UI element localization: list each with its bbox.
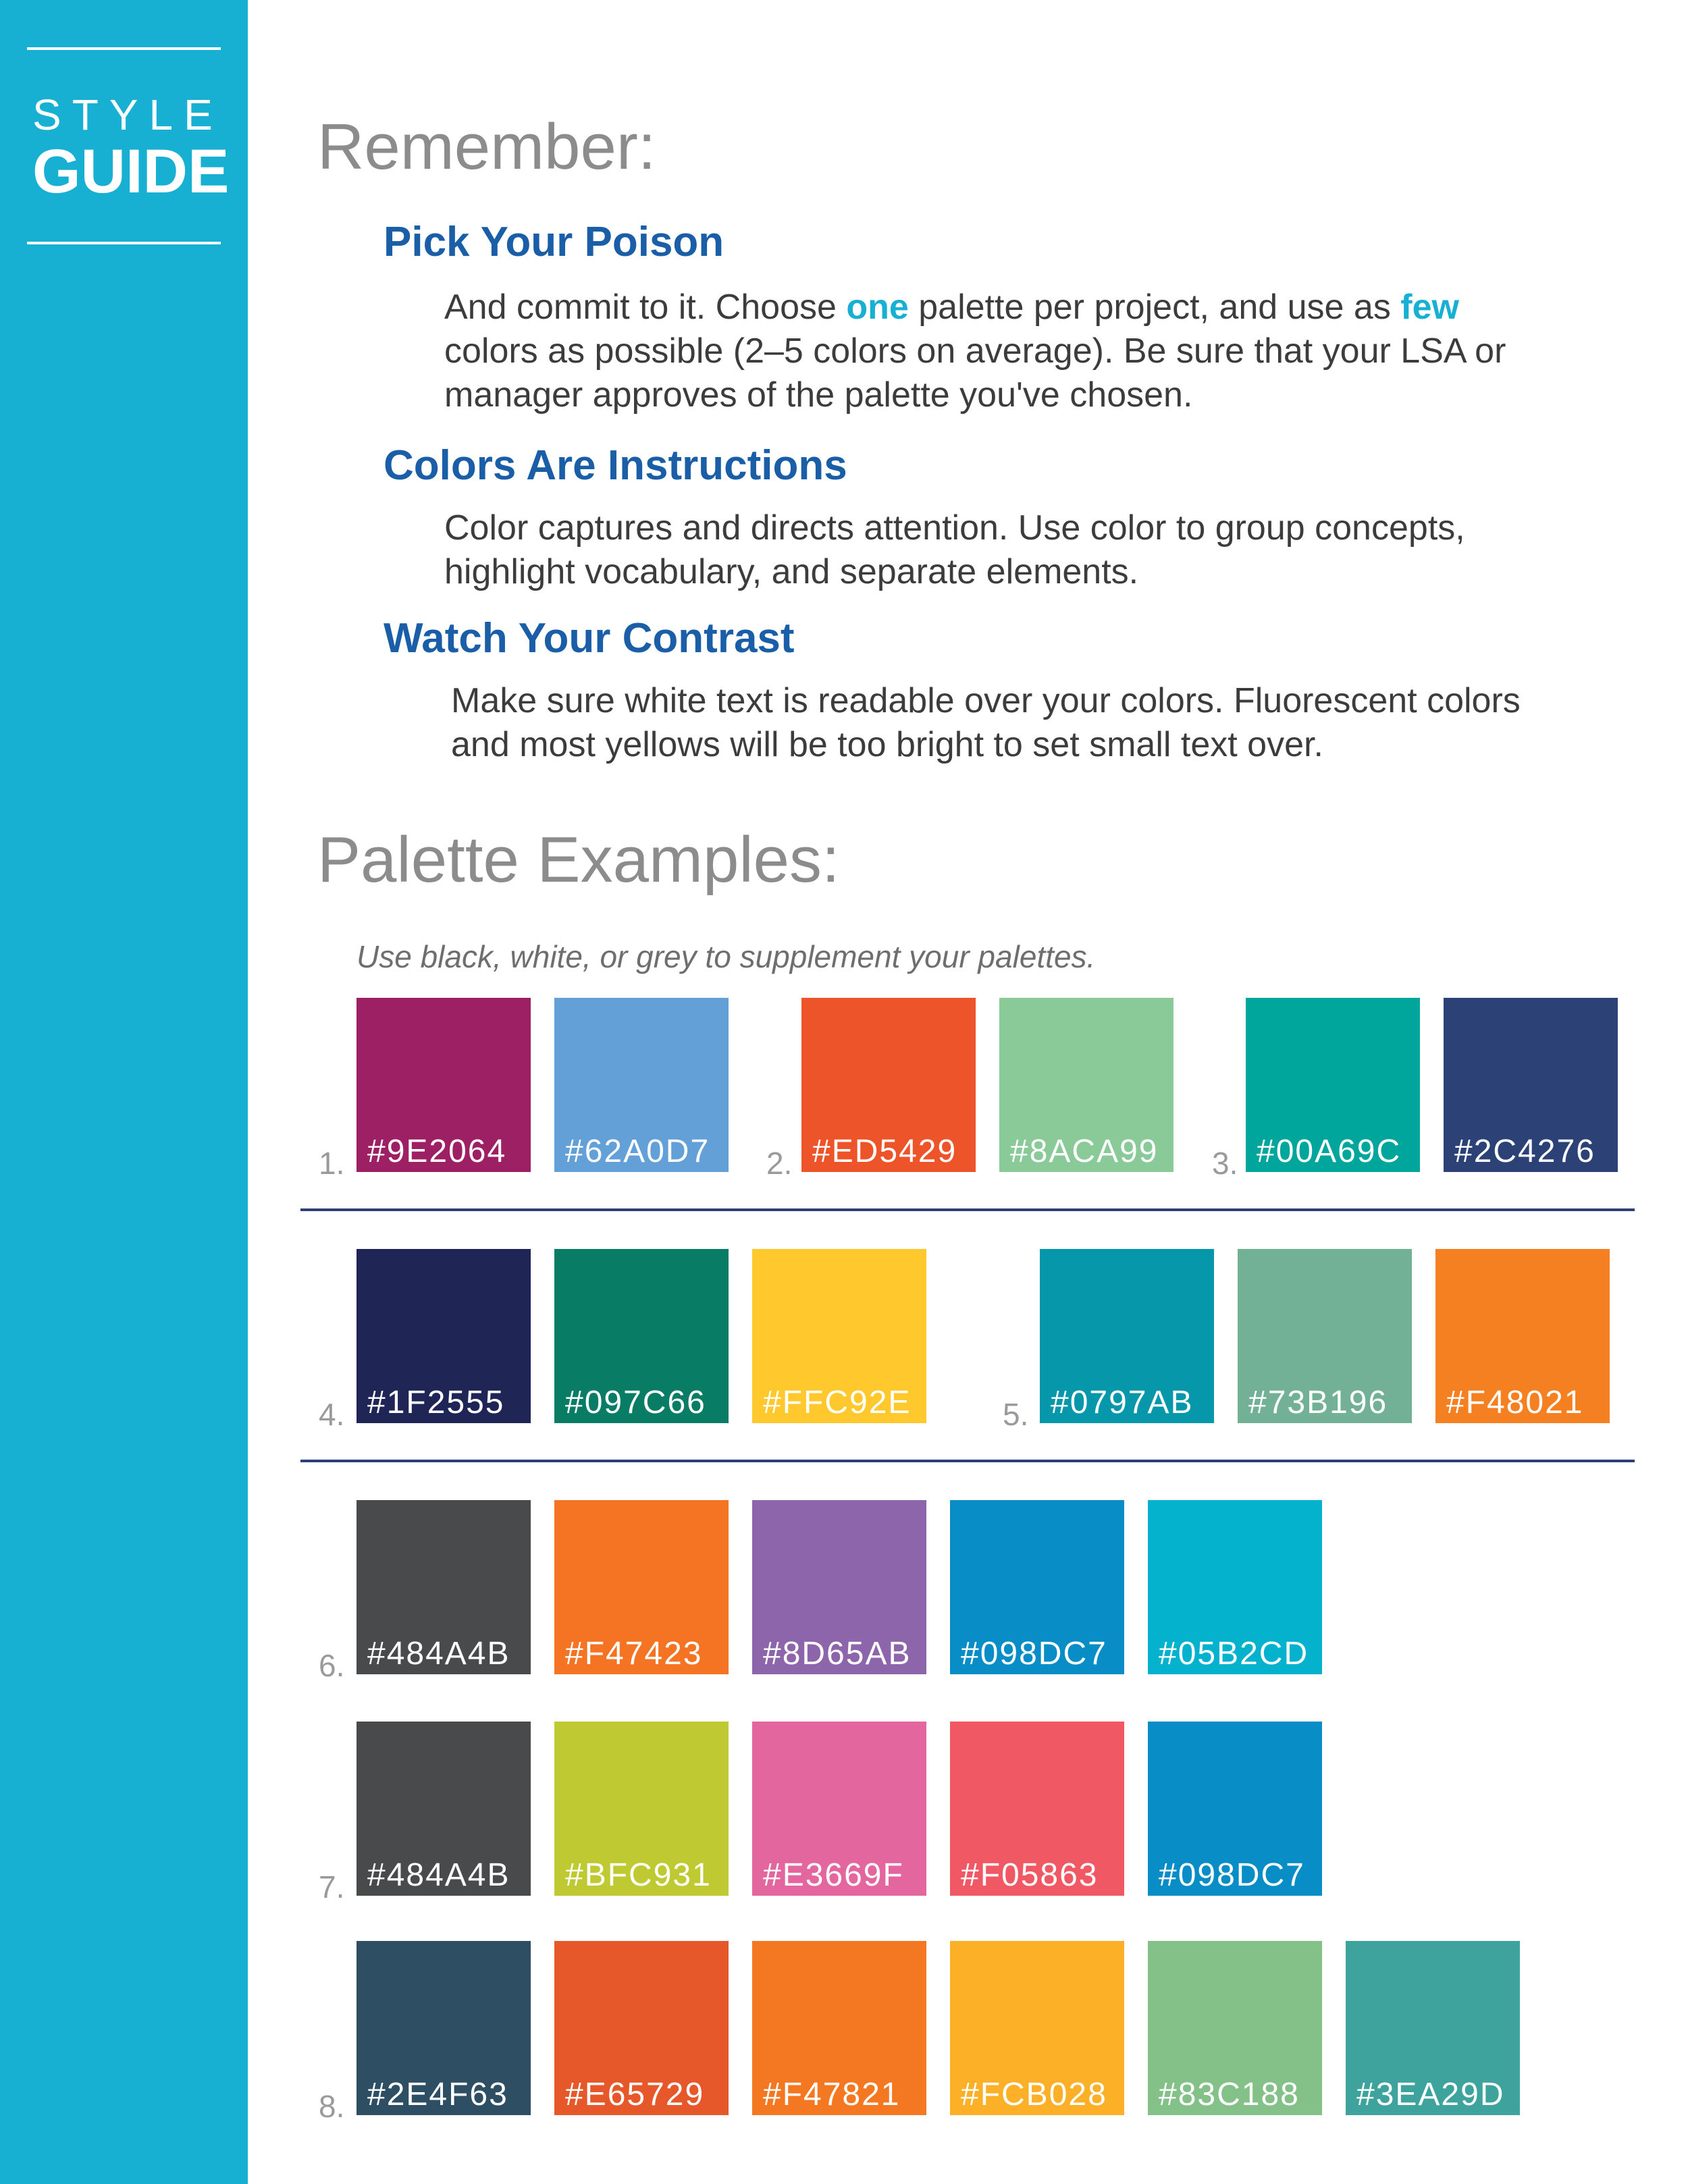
color-swatch (357, 998, 531, 1172)
color-swatch (1444, 998, 1618, 1172)
palette-note: Use black, white, or grey to supplement your palettes. (357, 939, 1096, 974)
color-swatch (554, 1249, 729, 1423)
remember-heading: Remember: (317, 111, 656, 183)
body-text-part: colors as possible (2–5 colors on average). Be sure that your LSA or manager approves of the palette you've chosen. (444, 331, 1506, 415)
swatch-hex-label: #F48021 (1446, 1385, 1584, 1420)
palette-number: 2. (766, 1146, 793, 1181)
swatch-hex-label: #2E4F63 (367, 2077, 508, 2112)
color-swatch (554, 998, 729, 1172)
section-title-colors-are-instructions: Colors Are Instructions (384, 442, 847, 489)
color-swatch (1246, 998, 1420, 1172)
swatch-hex-label: #BFC931 (565, 1857, 712, 1893)
sidebar-guide-label: GUIDE (32, 137, 230, 206)
section-title-watch-your-contrast: Watch Your Contrast (384, 615, 795, 662)
swatch-hex-label: #00A69C (1257, 1134, 1402, 1169)
color-swatch (950, 1722, 1124, 1896)
section-body-colors-are-instructions: Color captures and directs attention. Use color to group concepts, highlight vocabulary, and separate elements. (444, 508, 1465, 591)
palette-number: 1. (319, 1146, 345, 1181)
color-swatch (752, 1500, 926, 1674)
swatch-hex-label: #9E2064 (367, 1134, 507, 1169)
color-swatch (1238, 1249, 1412, 1423)
sidebar-top-rule (27, 47, 221, 50)
swatch-hex-label: #F05863 (961, 1857, 1099, 1893)
palette-divider (300, 1208, 1635, 1211)
palette-number: 3. (1212, 1146, 1238, 1181)
swatch-hex-label: #098DC7 (961, 1636, 1107, 1672)
color-swatch (950, 1941, 1124, 2115)
color-swatch (1148, 1941, 1322, 2115)
swatch-hex-label: #73B196 (1248, 1385, 1388, 1420)
swatch-hex-label: #097C66 (565, 1385, 706, 1420)
swatch-hex-label: #F47423 (565, 1636, 703, 1672)
palette-number: 6. (319, 1648, 345, 1683)
palette-number: 7. (319, 1869, 345, 1905)
swatch-hex-label: #FCB028 (961, 2077, 1107, 2112)
swatch-hex-label: #62A0D7 (565, 1134, 710, 1169)
swatch-hex-label: #8ACA99 (1010, 1134, 1159, 1169)
color-swatch (1435, 1249, 1610, 1423)
color-swatch (999, 998, 1173, 1172)
color-swatch (357, 1249, 531, 1423)
color-swatch (357, 1722, 531, 1896)
highlight-few: few (1400, 288, 1459, 327)
swatch-hex-label: #ED5429 (812, 1134, 957, 1169)
body-text-part: And commit to it. Choose (444, 288, 847, 327)
swatch-hex-label: #3EA29D (1356, 2077, 1505, 2112)
swatch-hex-label: #F47821 (763, 2077, 901, 2112)
color-swatch (1148, 1500, 1322, 1674)
color-swatch (1040, 1249, 1214, 1423)
swatch-hex-label: #0797AB (1051, 1385, 1194, 1420)
palette-number: 5. (1003, 1397, 1029, 1432)
swatch-hex-label: #E65729 (565, 2077, 705, 2112)
color-swatch (1346, 1941, 1520, 2115)
swatch-hex-label: #2C4276 (1454, 1134, 1595, 1169)
color-swatch (554, 1722, 729, 1896)
color-swatch (1148, 1722, 1322, 1896)
swatch-hex-label: #098DC7 (1159, 1857, 1305, 1893)
swatch-hex-label: #484A4B (367, 1636, 510, 1672)
section-body-pick-your-poison (444, 286, 1538, 417)
swatch-hex-label: #05B2CD (1159, 1636, 1309, 1672)
highlight-one: one (846, 288, 909, 327)
swatch-hex-label: #1F2555 (367, 1385, 505, 1420)
color-swatch (752, 1941, 926, 2115)
color-swatch (554, 1941, 729, 2115)
palette-divider (300, 1460, 1635, 1462)
section-body-watch-your-contrast: Make sure white text is readable over your colors. Fluorescent colors and most yellows will be too bright to set small text over. (451, 681, 1521, 764)
palette-number: 4. (319, 1397, 345, 1432)
section-title-pick-your-poison: Pick Your Poison (384, 219, 724, 265)
sidebar-style-label: STYLE (32, 90, 223, 139)
color-swatch (752, 1249, 926, 1423)
swatch-hex-label: #FFC92E (763, 1385, 912, 1420)
color-swatch (950, 1500, 1124, 1674)
swatch-hex-label: #484A4B (367, 1857, 510, 1893)
swatch-hex-label: #83C188 (1159, 2077, 1300, 2112)
color-swatch (357, 1941, 531, 2115)
body-text-part: palette per project, and use as (908, 288, 1401, 327)
color-swatch (801, 998, 976, 1172)
color-swatch (554, 1500, 729, 1674)
color-swatch (752, 1722, 926, 1896)
swatch-hex-label: #8D65AB (763, 1636, 912, 1672)
sidebar-bottom-rule (27, 242, 221, 244)
swatch-hex-label: #E3669F (763, 1857, 904, 1893)
palette-examples-heading: Palette Examples: (317, 824, 840, 896)
sidebar (0, 0, 248, 2184)
palette-number: 8. (319, 2089, 345, 2124)
color-swatch (357, 1500, 531, 1674)
